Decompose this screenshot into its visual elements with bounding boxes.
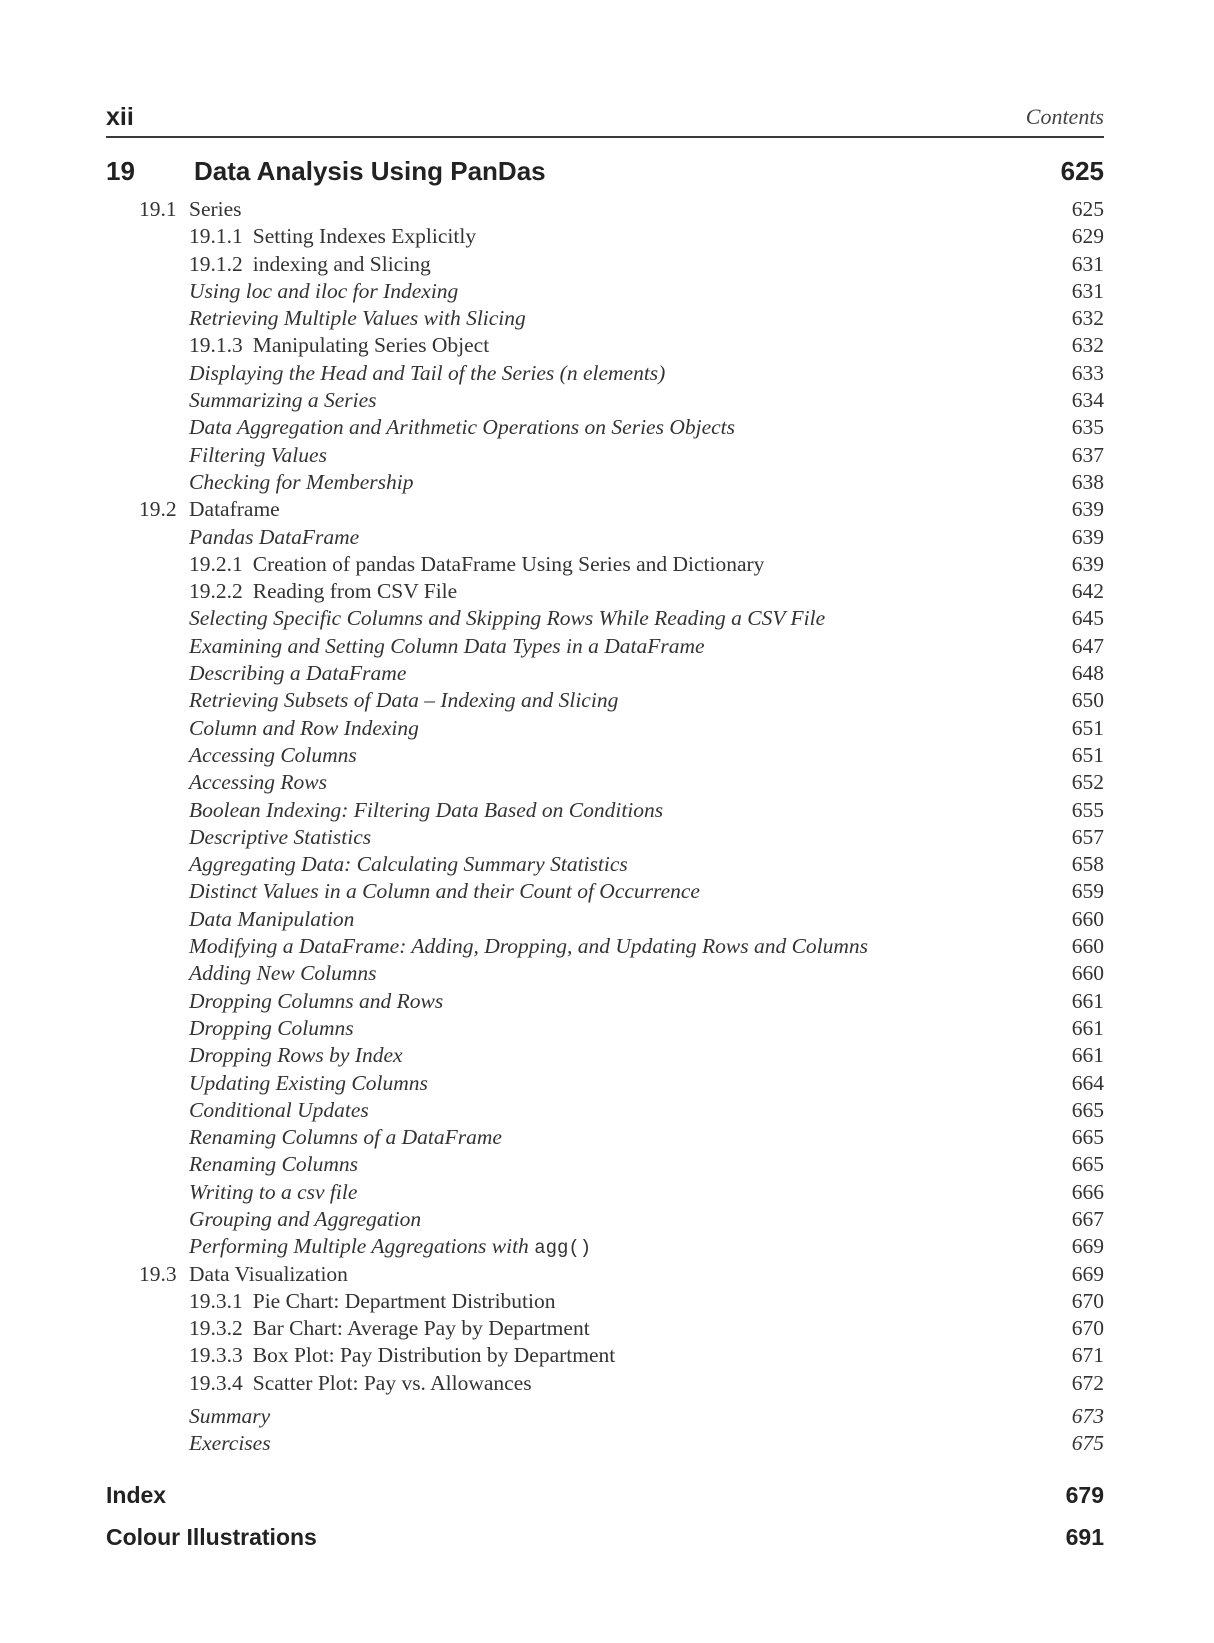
toc-entry-label bbox=[189, 387, 377, 414]
entry-title: Creation of pandas DataFrame Using Series and Dictionary bbox=[252, 551, 765, 576]
entry-title: Adding New Columns bbox=[189, 961, 377, 986]
toc-entry-label bbox=[189, 687, 618, 714]
page-header bbox=[106, 100, 1104, 138]
toc-entry[interactable] bbox=[106, 1179, 1104, 1206]
toc-entry[interactable] bbox=[106, 1430, 1104, 1457]
toc-entry[interactable] bbox=[106, 933, 1104, 960]
toc-entry-label bbox=[189, 851, 628, 878]
toc-page-number: 629 bbox=[1071, 224, 1104, 249]
entry-title: Examining and Setting Column Data Types in a DataFrame bbox=[189, 633, 705, 658]
toc-entry-label bbox=[189, 715, 419, 742]
toc-entry-label bbox=[189, 633, 705, 660]
toc-entry-label bbox=[139, 496, 280, 523]
toc-entry-label: Exercises bbox=[189, 1431, 271, 1456]
toc-page-number: 633 bbox=[1071, 360, 1104, 385]
toc-page-number: 659 bbox=[1071, 879, 1104, 904]
toc-entry-label bbox=[189, 251, 431, 278]
code-snippet: agg() bbox=[534, 1237, 592, 1260]
toc-page-number: 670 bbox=[1071, 1288, 1104, 1313]
toc-entry-label bbox=[189, 1124, 502, 1151]
toc-page-number: 632 bbox=[1071, 306, 1104, 331]
toc-page-number: 655 bbox=[1071, 797, 1104, 822]
toc-entry[interactable] bbox=[106, 496, 1104, 523]
toc-page-number: 639 bbox=[1071, 551, 1104, 576]
entry-title: Grouping and Aggregation bbox=[189, 1206, 422, 1231]
toc-entry-label bbox=[189, 360, 665, 387]
section-number: 19.2.2 bbox=[189, 579, 243, 604]
backmatter-list bbox=[106, 1476, 1104, 1560]
toc-entry[interactable] bbox=[106, 1097, 1104, 1124]
toc-page-number: 632 bbox=[1071, 333, 1104, 358]
toc-entry-label bbox=[189, 933, 868, 960]
entry-title: Selecting Specific Columns and Skipping Rows While Reading a CSV File bbox=[189, 606, 826, 631]
chapter-title: Data Analysis Using PanDas bbox=[194, 156, 546, 186]
toc-page-number: 660 bbox=[1071, 906, 1104, 931]
toc-entry-label bbox=[189, 1097, 369, 1124]
toc-page-number: 645 bbox=[1071, 606, 1104, 631]
entry-title: Renaming Columns of a DataFrame bbox=[189, 1125, 502, 1150]
toc-page-number: 642 bbox=[1071, 579, 1104, 604]
toc-page-number: 657 bbox=[1071, 824, 1104, 849]
entry-title: Conditional Updates bbox=[189, 1097, 369, 1122]
entry-title: Pie Chart: Department Distribution bbox=[252, 1288, 556, 1313]
entry-title: Retrieving Subsets of Data – Indexing and Slicing bbox=[189, 688, 619, 713]
toc-entry[interactable] bbox=[106, 1233, 1104, 1260]
entry-title: Updating Existing Columns bbox=[189, 1070, 428, 1095]
toc-entry[interactable] bbox=[106, 742, 1104, 769]
toc-entry-label: Summary bbox=[189, 1404, 271, 1429]
toc-page-number: 669 bbox=[1071, 1261, 1104, 1286]
toc-entry[interactable] bbox=[106, 633, 1104, 660]
toc-entry-label bbox=[189, 1315, 590, 1342]
toc-entry[interactable] bbox=[106, 851, 1104, 878]
chapter-heading[interactable] bbox=[106, 146, 1104, 196]
toc-entry[interactable] bbox=[106, 387, 1104, 414]
toc-page-number: 664 bbox=[1071, 1070, 1104, 1095]
toc-entry[interactable] bbox=[106, 1315, 1104, 1342]
toc-entry-label bbox=[189, 442, 327, 469]
toc-page-number: 631 bbox=[1071, 251, 1104, 276]
toc-entry[interactable] bbox=[106, 1070, 1104, 1097]
toc-entry[interactable] bbox=[106, 414, 1104, 441]
toc-entry-label bbox=[139, 196, 242, 223]
entry-title: Dataframe bbox=[189, 497, 280, 522]
toc-entry[interactable] bbox=[106, 715, 1104, 742]
toc-page-number: 652 bbox=[1071, 770, 1104, 795]
toc-page-number: 660 bbox=[1071, 961, 1104, 986]
toc-page-number: 661 bbox=[1071, 1043, 1104, 1068]
toc-entry-label bbox=[189, 660, 406, 687]
toc-entry-label bbox=[189, 305, 526, 332]
entry-title: Bar Chart: Average Pay by Department bbox=[252, 1316, 590, 1341]
entry-title: Reading from CSV File bbox=[252, 579, 458, 604]
backmatter-title: Index bbox=[106, 1481, 167, 1508]
entry-title: Accessing Columns bbox=[189, 742, 357, 767]
backmatter-page: 679 bbox=[1065, 1481, 1104, 1508]
toc-entry[interactable] bbox=[106, 605, 1104, 632]
toc-entry-label bbox=[189, 524, 359, 551]
entry-title: Dropping Rows by Index bbox=[189, 1043, 403, 1068]
section-number: 19.3.4 bbox=[189, 1370, 243, 1395]
entry-title: Checking for Membership bbox=[189, 469, 414, 494]
toc-page-number: 671 bbox=[1071, 1343, 1104, 1368]
toc-entry[interactable] bbox=[106, 360, 1104, 387]
toc-entry[interactable] bbox=[106, 442, 1104, 469]
toc-entry[interactable] bbox=[106, 824, 1104, 851]
toc-entry-label bbox=[189, 906, 354, 933]
toc-page-number: 631 bbox=[1071, 278, 1104, 303]
entry-title: Series bbox=[189, 197, 242, 221]
toc-entry[interactable] bbox=[106, 278, 1104, 305]
entry-title: Retrieving Multiple Values with Slicing bbox=[189, 306, 526, 331]
section-number: 19.2.1 bbox=[189, 551, 243, 576]
toc-entry[interactable] bbox=[106, 797, 1104, 824]
chapter-number: 19 bbox=[106, 156, 135, 186]
entry-title: Accessing Rows bbox=[189, 770, 327, 795]
toc-entry-label bbox=[189, 960, 377, 987]
section-number: 19.3.1 bbox=[189, 1288, 243, 1313]
toc-entry[interactable] bbox=[106, 1370, 1104, 1397]
toc-entry-label bbox=[189, 1342, 615, 1369]
toc-entry[interactable] bbox=[106, 551, 1104, 578]
toc-page-number: 665 bbox=[1071, 1152, 1104, 1177]
toc-page-number: 639 bbox=[1071, 524, 1104, 549]
entry-title: Performing Multiple Aggregations with bbox=[189, 1234, 529, 1259]
toc-entry-label bbox=[189, 1151, 358, 1178]
toc-page-number: 625 bbox=[1071, 197, 1104, 221]
toc-entry-label bbox=[189, 332, 489, 359]
toc-entry[interactable] bbox=[106, 988, 1104, 1015]
entry-title: Describing a DataFrame bbox=[189, 661, 407, 686]
entry-title: Using loc and iloc for Indexing bbox=[189, 278, 459, 303]
running-head: Contents bbox=[1025, 104, 1104, 129]
toc-page-number: 665 bbox=[1071, 1125, 1104, 1150]
toc-entry-label bbox=[189, 414, 735, 441]
entry-title: Data Manipulation bbox=[189, 906, 355, 931]
section-number: 19.3.3 bbox=[189, 1343, 243, 1368]
toc-entry-label bbox=[189, 1070, 428, 1097]
toc-entry-label bbox=[189, 578, 457, 605]
entry-title: Data Aggregation and Arithmetic Operations on Series Objects bbox=[189, 415, 736, 440]
entry-title: Manipulating Series Object bbox=[252, 333, 490, 358]
toc-entry[interactable] bbox=[106, 1042, 1104, 1069]
entry-title: indexing and Slicing bbox=[252, 251, 431, 276]
toc-entry[interactable] bbox=[106, 578, 1104, 605]
chapter-page: 625 bbox=[1060, 156, 1104, 186]
toc-entry-label bbox=[189, 223, 476, 250]
toc-entry[interactable] bbox=[106, 1206, 1104, 1233]
section-number: 19.3 bbox=[139, 1261, 177, 1286]
toc-entry[interactable] bbox=[106, 223, 1104, 250]
toc-entry-label bbox=[189, 605, 825, 632]
toc-entry-label bbox=[189, 1233, 591, 1262]
entry-title: Summarizing a Series bbox=[189, 388, 377, 413]
toc-page-number: 667 bbox=[1071, 1206, 1104, 1231]
entry-title: Box Plot: Pay Distribution by Department bbox=[252, 1343, 616, 1368]
toc-entry-label bbox=[189, 278, 458, 305]
toc-page-number: 661 bbox=[1071, 1015, 1104, 1040]
toc-entry[interactable] bbox=[106, 660, 1104, 687]
toc-entry-label bbox=[189, 551, 764, 578]
section-number: 19.1.1 bbox=[189, 224, 243, 249]
toc-entry-label bbox=[189, 742, 357, 769]
toc-entries bbox=[106, 196, 1104, 1397]
toc-page-number: 670 bbox=[1071, 1316, 1104, 1341]
entry-title: Descriptive Statistics bbox=[189, 824, 372, 849]
toc-entry[interactable] bbox=[106, 469, 1104, 496]
toc-page-number: 673 bbox=[1071, 1404, 1104, 1429]
toc-entry-label bbox=[189, 1288, 556, 1315]
toc-page-number: 638 bbox=[1071, 469, 1104, 494]
toc-entry-label bbox=[189, 1015, 354, 1042]
toc-entry[interactable] bbox=[106, 1342, 1104, 1369]
toc-entry-label bbox=[189, 1179, 357, 1206]
entry-title: Filtering Values bbox=[189, 442, 327, 467]
entry-title: Pandas DataFrame bbox=[189, 524, 360, 549]
backmatter-entry[interactable] bbox=[106, 1518, 1104, 1560]
section-number: 19.3.2 bbox=[189, 1316, 243, 1341]
page-number-roman: xii bbox=[106, 103, 134, 131]
entry-title: Distinct Values in a Column and their Count of Occurrence bbox=[189, 879, 700, 904]
toc-page-number: 639 bbox=[1071, 497, 1104, 522]
toc-page-number: 651 bbox=[1071, 715, 1104, 740]
toc-entry[interactable] bbox=[106, 960, 1104, 987]
toc-entry[interactable] bbox=[106, 524, 1104, 551]
toc-entry[interactable] bbox=[106, 305, 1104, 332]
entry-title: Renaming Columns bbox=[189, 1152, 359, 1177]
toc-page-number: 675 bbox=[1071, 1431, 1104, 1456]
toc-entry[interactable] bbox=[106, 769, 1104, 796]
toc-entry[interactable] bbox=[106, 1261, 1104, 1288]
section-number: 19.2 bbox=[139, 497, 177, 522]
toc-entry-label bbox=[189, 469, 414, 496]
toc-page-number: 661 bbox=[1071, 988, 1104, 1013]
toc-page-number: 660 bbox=[1071, 934, 1104, 959]
entry-title: Displaying the Head and Tail of the Series (n elements) bbox=[189, 360, 666, 385]
backmatter-entry[interactable] bbox=[106, 1476, 1104, 1518]
toc-entry-label bbox=[189, 769, 327, 796]
toc-page-number: 647 bbox=[1071, 633, 1104, 658]
entry-title: Data Visualization bbox=[189, 1261, 348, 1286]
toc-entry[interactable] bbox=[106, 906, 1104, 933]
entry-title: Scatter Plot: Pay vs. Allowances bbox=[252, 1370, 532, 1395]
toc-entry-label bbox=[189, 797, 663, 824]
toc-entry[interactable] bbox=[106, 1124, 1104, 1151]
entry-title: Aggregating Data: Calculating Summary Statistics bbox=[189, 852, 628, 877]
toc-page-number: 669 bbox=[1071, 1234, 1104, 1259]
contents-page bbox=[106, 100, 1104, 1560]
toc-page-number: 650 bbox=[1071, 688, 1104, 713]
toc-page-number: 648 bbox=[1071, 661, 1104, 686]
toc-entry-label bbox=[189, 878, 700, 905]
toc-page-number: 665 bbox=[1071, 1097, 1104, 1122]
backmatter-title: Colour Illustrations bbox=[106, 1523, 317, 1550]
toc-entry[interactable] bbox=[106, 332, 1104, 359]
toc-entry[interactable] bbox=[106, 251, 1104, 278]
toc-endnotes bbox=[106, 1403, 1104, 1458]
section-number: 19.1.3 bbox=[189, 333, 243, 358]
toc-entry[interactable] bbox=[106, 1151, 1104, 1178]
toc-page-number: 672 bbox=[1071, 1370, 1104, 1395]
toc-entry-label bbox=[189, 824, 371, 851]
entry-title: Dropping Columns bbox=[189, 1015, 354, 1040]
entry-title: Writing to a csv file bbox=[189, 1179, 358, 1204]
entry-title: Column and Row Indexing bbox=[189, 715, 419, 740]
section-number: 19.1 bbox=[139, 197, 177, 221]
toc-entry[interactable] bbox=[106, 878, 1104, 905]
toc-entry-label bbox=[189, 1042, 403, 1069]
backmatter-page: 691 bbox=[1065, 1523, 1104, 1550]
toc-page-number: 658 bbox=[1071, 852, 1104, 877]
toc-entry-label bbox=[189, 1206, 421, 1233]
entry-title: Modifying a DataFrame: Adding, Dropping, and Updating Rows and Columns bbox=[189, 934, 869, 959]
section-number: 19.1.2 bbox=[189, 251, 243, 276]
toc-entry-label bbox=[189, 1370, 532, 1397]
entry-title: Dropping Columns and Rows bbox=[189, 988, 444, 1013]
toc-page-number: 635 bbox=[1071, 415, 1104, 440]
toc-entry[interactable] bbox=[106, 1403, 1104, 1430]
toc-page-number: 634 bbox=[1071, 388, 1104, 413]
entry-title: Boolean Indexing: Filtering Data Based on Conditions bbox=[189, 797, 664, 822]
toc-entry[interactable] bbox=[106, 1288, 1104, 1315]
entry-title: Setting Indexes Explicitly bbox=[252, 224, 477, 249]
toc-entry[interactable] bbox=[106, 1015, 1104, 1042]
toc-entry-label bbox=[189, 988, 443, 1015]
toc-page-number: 637 bbox=[1071, 442, 1104, 467]
toc-entry-label bbox=[139, 1261, 348, 1288]
toc-page-number: 666 bbox=[1071, 1179, 1104, 1204]
toc-entry[interactable] bbox=[106, 196, 1104, 223]
toc-entry[interactable] bbox=[106, 687, 1104, 714]
toc-page-number: 651 bbox=[1071, 742, 1104, 767]
